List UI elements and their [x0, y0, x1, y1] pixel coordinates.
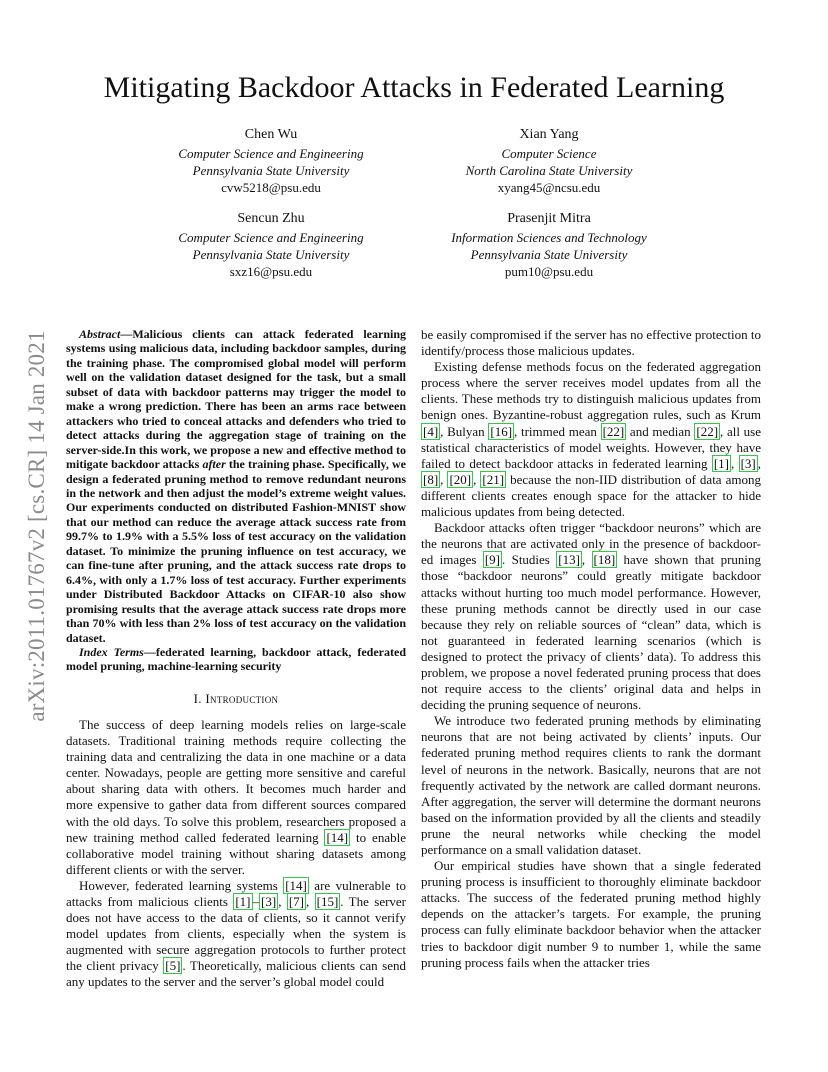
- citation-link[interactable]: [21]: [482, 471, 505, 487]
- body-paragraph: Our empirical studies have shown that a single federated pruning process is insufficient to thoroughly eliminate backdoor attacks. The success of the federated pruning method highly depends on the attacker’s targets. For example, the pruning process can fully eliminate backdoor behavior when the attacker tries to backdoor digit number 9 to number 1, while the same pruning process fails when the attacker tries: [421, 858, 761, 970]
- citation-link[interactable]: [4]: [423, 423, 439, 439]
- citation-link[interactable]: [1]: [235, 894, 251, 909]
- author-name: Sencun Zhu: [237, 211, 305, 226]
- citation-link[interactable]: [20]: [449, 471, 472, 487]
- abstract-label: Abstract: [79, 327, 121, 341]
- author-department: Computer Science: [501, 146, 597, 161]
- citation-link[interactable]: [5]: [165, 958, 181, 974]
- body-paragraph: be easily compromised if the server has no effective protection to identify/process those malicious updates.: [421, 327, 761, 359]
- citation-link[interactable]: [18]: [593, 552, 616, 568]
- citation-link[interactable]: [3]: [740, 455, 756, 471]
- author-department: Computer Science and Engineering: [178, 146, 364, 161]
- author-email: cvw5218@psu.edu: [221, 180, 321, 195]
- body-paragraph: Existing defense methods focus on the federated aggregation process where the server receives model updates from all the clients. These methods try to distinguish malicious updates from benign ones. Byzantine-robust aggregation rules, such as Krum [4] , Bulyan [16] , trimmed mean [22] and median [22] , all use statistical characteristics of model weights. However, they have failed to detect backdoor attacks in federated learning [1] , [3] , [8] , [20] , [21] because the non-IID distribution of data among different clients creates enough space for the attacker to hide malicious updates from being detected.: [421, 359, 761, 520]
- citation-link[interactable]: [16]: [490, 423, 513, 439]
- author-department: Information Sciences and Technology: [451, 230, 647, 245]
- author-name: Xian Yang: [519, 127, 579, 142]
- left-column: [66, 327, 406, 991]
- author-university: Pennsylvania State University: [192, 247, 350, 262]
- body-paragraph: Backdoor attacks often trigger “backdoor neurons” which are the neurons that are activated only in the presence of backdoor-ed images [9] . Studies [13] , [18] have shown that pruning those “backdoor neurons” could greatly mitigate backdoor attacks without hurting too much model performance. However, these pruning methods cannot be directly used in our case because they rely on reliable sources of “clean” data, which is not guaranteed in federated learning scenarios (which is designed to protect the privacy of clients’ data). To address this problem, we propose a novel federated pruning process that does not require access to the clients’ original data and helps in deciding the pruning sequence of neurons.: [421, 520, 762, 713]
- right-column: [421, 327, 761, 971]
- author-email: pum10@psu.edu: [504, 264, 594, 279]
- citation-link[interactable]: [14]: [285, 877, 307, 893]
- citation-link[interactable]: [22]: [696, 423, 719, 439]
- author-department: Computer Science and Engineering: [178, 230, 364, 245]
- author-university: Pennsylvania State University: [470, 247, 628, 262]
- paper-title: Mitigating Backdoor Attacks in Federated Learning: [103, 71, 725, 104]
- body-paragraph: However, federated learning systems [14] are vulnerable to attacks from malicious clients [1] – [3] , [7] , [15] . The server does not have access to the data of clients, so it cannot verify model updates from clients, especially when the system is augmented with secure aggregation protocols to further protect the client privacy [5] . Theoretically, malicious clients can send any updates to the server and the server’s global model could: [66, 877, 407, 990]
- citation-link[interactable]: [15]: [316, 894, 339, 909]
- author-name: Prasenjit Mitra: [507, 211, 591, 226]
- citation-link[interactable]: [8]: [423, 471, 439, 487]
- citation-link[interactable]: [1]: [713, 455, 729, 471]
- body-paragraph: The success of deep learning models relies on large-scale datasets. Traditional training methods require collecting the training data and centralizing the data in one machine or a data center. Nowadays, people are getting more sensitive and careful about sharing data with others. It becomes much harder and more expensive to gather data from different sources compared with the old days. To solve this problem, researchers proposed a new training method called federated learning [14] to enable collaborative model training without sharing datasets among different clients or with the server.: [66, 716, 406, 877]
- citation-link[interactable]: [13]: [558, 552, 580, 568]
- arxiv-id-text: arXiv:2011.01767v2 [cs.CR] 14 Jan 2021: [24, 330, 49, 722]
- citation-link[interactable]: [9]: [484, 552, 500, 568]
- author-block: [379, 209, 719, 280]
- author-university: North Carolina State University: [465, 163, 633, 178]
- citation-link[interactable]: [14]: [326, 829, 349, 845]
- author-email: sxz16@psu.edu: [229, 264, 313, 279]
- index-terms-label: Index Terms: [79, 644, 144, 659]
- section-heading: I. Introduction: [193, 690, 279, 706]
- citation-link[interactable]: [3]: [261, 894, 277, 909]
- citation-link[interactable]: [7]: [288, 894, 304, 909]
- author-name: Chen Wu: [244, 127, 298, 142]
- arxiv-identifier: [25, 296, 49, 756]
- author-university: Pennsylvania State University: [192, 163, 350, 178]
- abstract: Abstract—Malicious clients can attack federated learning systems using malicious data, including backdoor samples, during the training phase. The compromised global model will perform well on the validation dataset designed for the task, but a small subset of data with backdoor patterns may trigger the model to make a wrong prediction. There has been an arms race between attackers who tried to conceal attacks and defenders who tried to detect attacks during the aggregation stage of training on the server-side.In this work, we propose a new and effective method to mitigate backdoor attacks after the training phase. Specifically, we design a federated pruning method to remove redundant neurons in the network and then adjust the model’s extreme weight values. Our experiments conducted on distributed Fashion-MNIST show that our method can reduce the average attack success rate from 99.7% to 1.9% with a 5.5% loss of test accuracy on the validation dataset. To minimize the pruning influence on test accuracy, we can fine-tune after pruning, and the attack success rate drops to 6.4%, with only a 1.7% loss of test accuracy. Further experiments under Distributed Backdoor Attacks on CIFAR-10 also show promising results that the average attack success rate drops more than 70% with less than 2% loss of test accuracy on the validation dataset.: [66, 327, 406, 645]
- author-email: xyang45@ncsu.edu: [497, 180, 601, 195]
- author-block: [379, 125, 719, 196]
- citation-link[interactable]: [22]: [602, 423, 625, 439]
- body-paragraph: We introduce two federated pruning methods by eliminating neurons that are not being activated by clients’ inputs. Our federated pruning method requires clients to rank the dormant level of neurons in the network. Basically, neurons that are not frequently activated by the network are called dormant neurons. After aggregation, the server will determine the dormant neurons based on the information provided by all the clients and steadily prune the neural networks while checking the model performance on a small validation dataset.: [421, 713, 761, 857]
- index-terms: Index Terms—federated learning, backdoor attack, federated model pruning, machine-learning security: [66, 644, 406, 674]
